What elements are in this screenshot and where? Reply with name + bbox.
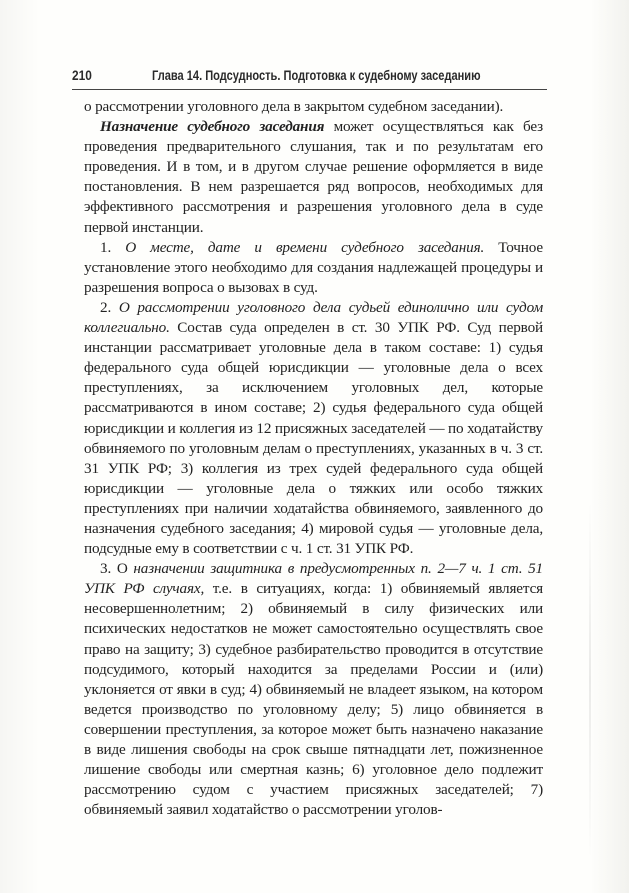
paragraph-text: Состав суда определен в ст. 30 УПК РФ. Суд первой инстанции рассматривает уголовные дела в таком составе: 1) судья федерального суда общей юрисдикции — уголовные дела о всех преступлениях, за исключением уголовных дел, которые рассматриваются в ином составе; 2) судья федерального суда общей юрисдикции и коллегия из 12 присяжных заседателей — по ходатайству обвиняемого по уголовным делам о преступлениях, указанных в ч. 3 ст. 31 УПК РФ; 3) коллегия из трех судей федерального суда общей юрисдикции — уголовные дела о тяжких или особо тяжких преступлениях при наличии ходатайства обвиняемого, заявленного до назначения судебного заседания; 4) мировой судья — уголовные дела, подсудные ему в соответствии с ч. 1 ст. 31 УПК РФ.: [84, 319, 543, 558]
running-header: [72, 67, 542, 91]
paragraph-text: т.е. в ситуациях, когда: 1) обвиняемый является несовершеннолетним; 2) обвиняемый в силу физических или психических недостатков не может самостоятельно осуществлять свое право на защиту; 3) судебное разбирательство проводится в отсутствие подсудимого, который находится за пределами России и (или) уклоняется от явки в суд; 4) обвиняемый не владеет языком, на котором ведется производство по уголовному делу; 5) лицо обвиняется в совершении преступления, за которое может быть назначено наказание в виде лишения свободы на срок свыше пятнадцати лет, пожизненное лишение свободы или смертная казнь; 6) уголовное дело подлежит рассмотрению судом с участием присяжных заседателей; 7) обвиняемый заявил ходатайство о рассмотрении уголов-: [84, 580, 543, 819]
paragraph-text: может осуществляться как без проведения предварительного слушания, так и по результатам его проведения. И в том, и в другом случае решение оформляется в виде постановления. В нем разрешается ряд вопросов, необходимых для эффективного рассмотрения и разрешения уголовного дела в суде первой инстанции.: [84, 118, 543, 236]
paragraph-item-2: [84, 298, 543, 559]
page-edge-shadow: [589, 500, 591, 860]
term-heading: Назначение судебного заседания: [100, 118, 325, 136]
item-number: 1.: [100, 238, 126, 256]
paragraph-item-3: [84, 559, 543, 820]
paragraph-scheduling: [84, 117, 543, 238]
item-heading: О месте, дате и времени судебного заседания.: [125, 238, 485, 256]
item-heading: О рассмотрении уголовного дела судьей единолично или судом коллегиально.: [84, 298, 543, 337]
body-text: [84, 97, 543, 820]
page-number: 210: [72, 67, 92, 83]
paragraph-text: о рассмотрении уголовного дела в закрытом судебном заседании).: [84, 98, 504, 115]
chapter-title: Глава 14. Подсудность. Подготовка к судебному заседанию: [152, 67, 481, 83]
item-number: 3. О: [100, 560, 134, 578]
paragraph-item-1: [84, 238, 543, 298]
item-number: 2.: [100, 298, 119, 316]
paragraph-text: Точное установление этого необходимо для создания надлежащей процедуры и разрешения вопроса о вызовах в суд.: [84, 238, 543, 296]
header-rule: [72, 89, 547, 90]
paragraph-continuation: [84, 97, 543, 117]
item-heading: назначении защитника в предусмотренных п. 2—7 ч. 1 ст. 51 УПК РФ случаях,: [84, 560, 543, 598]
